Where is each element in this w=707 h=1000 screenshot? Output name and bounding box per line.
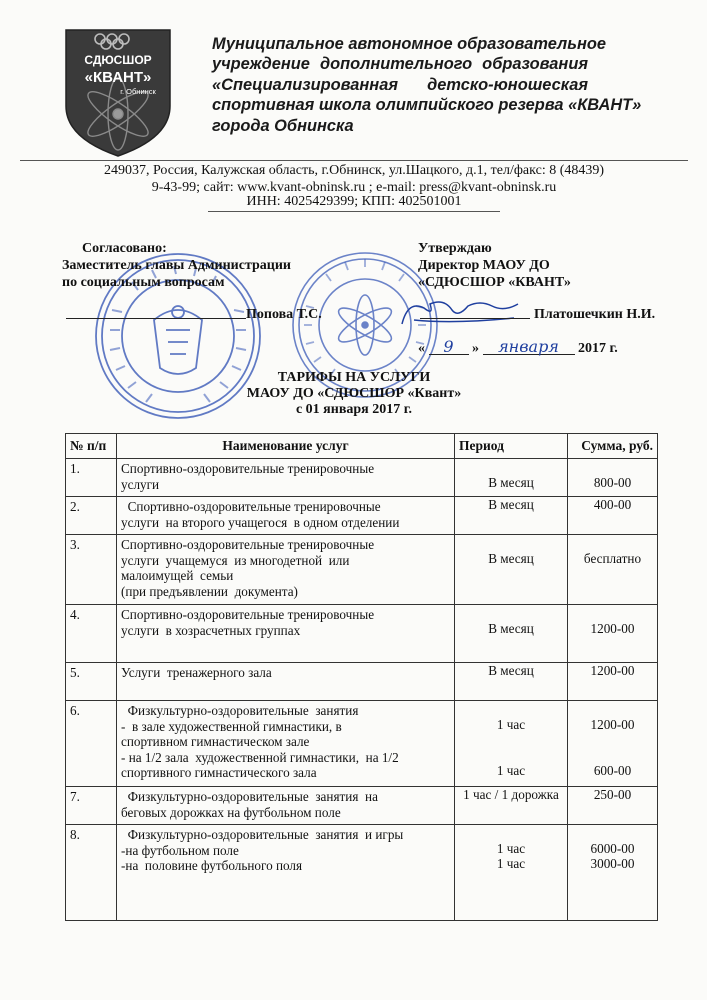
approve-position: Директор МАОУ ДО <box>418 258 550 273</box>
service-sum <box>568 663 658 701</box>
header-sum: Сумма, руб. <box>568 434 658 459</box>
service-name-line: Физкультурно-оздоровительные занятия <box>121 703 359 718</box>
table-row <box>66 825 658 921</box>
service-name-line: Спортивно-оздоровительные тренировочные <box>121 499 381 514</box>
service-sum <box>568 825 658 921</box>
title-line-1: ТАРИФЫ НА УСЛУГИ <box>277 370 431 385</box>
service-name-line: Услуги тренажерного зала <box>121 665 272 680</box>
service-name-line: (при предъявлении документа) <box>121 583 298 599</box>
service-name-line: -на футбольном поле <box>121 842 239 858</box>
service-sum <box>568 497 658 535</box>
row-number: 2. <box>66 497 117 535</box>
approve-block <box>418 240 571 291</box>
sum-line: 1200-00 <box>590 620 635 636</box>
contacts-block <box>20 162 688 196</box>
table-header-row <box>66 434 658 459</box>
sum-line: 800-00 <box>593 474 632 490</box>
inn-underline <box>208 211 500 212</box>
service-name-line: беговых дорожках на футбольном поле <box>121 804 341 820</box>
inn-kpp: ИНН: 4025429399; КПП: 402501001 <box>246 194 462 209</box>
period-line <box>459 732 563 748</box>
sum-line: бесплатно <box>583 550 642 566</box>
service-sum <box>568 535 658 605</box>
row-number: 6. <box>66 701 117 787</box>
table-row <box>66 459 658 497</box>
tariffs-table <box>65 433 658 921</box>
period-line: В месяц <box>488 663 534 678</box>
service-sum <box>568 701 658 787</box>
org-line-3: «Специализированная детско-юношеская <box>212 75 588 94</box>
table-row <box>66 701 658 787</box>
date-open-quote: « <box>418 341 425 356</box>
service-name-line: услуги в хозрасчетных группах <box>121 622 301 638</box>
period-line <box>459 459 563 475</box>
period-line: В месяц <box>488 550 534 566</box>
service-name-line: спортивного гимнастического зала <box>121 765 317 781</box>
seal-atom-icon <box>335 295 396 355</box>
period-line: 1 час <box>496 763 526 779</box>
org-line-4: спортивная школа олимпийского резерва «КВАНТ» <box>212 96 642 115</box>
period-line <box>459 701 563 717</box>
sum-line: 400-00 <box>593 497 632 512</box>
date-close-quote: » <box>472 341 479 356</box>
agreed-heading: Согласовано: <box>82 241 167 256</box>
sum-line <box>572 605 653 621</box>
agreed-signer: Попова Т.С. <box>246 307 322 322</box>
date-day: 9 <box>429 339 469 355</box>
sum-line <box>572 701 653 717</box>
logo-line1: СДЮСШОР <box>84 53 152 67</box>
header-divider <box>20 160 688 161</box>
approval-date <box>418 339 618 357</box>
period-line: В месяц <box>488 620 534 636</box>
table-row <box>66 787 658 825</box>
org-line-2: учреждение дополнительного образования <box>212 55 588 74</box>
sum-line <box>572 535 653 551</box>
service-name-line: Физкультурно-оздоровительные занятия на <box>121 789 378 804</box>
row-number: 3. <box>66 535 117 605</box>
service-name <box>117 787 455 825</box>
organization-name <box>212 34 642 136</box>
sum-line <box>572 732 653 748</box>
sum-line <box>572 748 653 764</box>
service-period <box>455 497 568 535</box>
table-row <box>66 663 658 701</box>
service-name-line: услуги на второго учащегося в одном отделении <box>121 514 400 530</box>
service-name-line: -на половине футбольного поля <box>121 858 303 874</box>
service-period <box>455 787 568 825</box>
logo-line2: «КВАНТ» <box>84 69 152 86</box>
sum-line: 600-00 <box>593 763 632 779</box>
period-line <box>459 535 563 551</box>
service-name-line: Спортивно-оздоровительные тренировочные <box>121 461 375 476</box>
service-name-line: - в зале художественной гимнастики, в <box>121 718 342 734</box>
sum-line <box>572 459 653 475</box>
approve-signature-line <box>420 318 530 319</box>
period-line <box>459 825 563 841</box>
sum-line: 3000-00 <box>590 856 635 872</box>
approve-signer: Платошечкин Н.И. <box>534 307 656 322</box>
contacts-line-2: 9-43-99; сайт: www.kvant-obninsk.ru ; e-mail: press@kvant-obninsk.ru <box>151 180 557 195</box>
service-name-line: спортивном гимнастическом зале <box>121 734 310 750</box>
period-line: 1 час <box>496 840 526 856</box>
agreed-signature-line <box>66 318 246 319</box>
org-line-5: города Обнинска <box>212 116 354 135</box>
service-name-line: малоимущей семьи <box>121 568 234 584</box>
sum-line: 1200-00 <box>590 716 635 732</box>
service-name-line: услуги <box>121 476 160 492</box>
service-period <box>455 701 568 787</box>
service-name <box>117 701 455 787</box>
title-line-3: с 01 января 2017 г. <box>295 402 413 417</box>
table-body <box>66 459 658 921</box>
service-name <box>117 497 455 535</box>
agreed-position: Заместитель главы Администрации <box>62 258 291 273</box>
table-row <box>66 605 658 663</box>
service-period <box>455 825 568 921</box>
row-number: 4. <box>66 605 117 663</box>
period-line <box>459 748 563 764</box>
table-row <box>66 535 658 605</box>
contacts-line-1: 249037, Россия, Калужская область, г.Обнинск, ул.Шацкого, д.1, тел/факс: 8 (48439) <box>103 163 605 178</box>
period-line: В месяц <box>488 497 534 512</box>
service-sum <box>568 605 658 663</box>
approve-organization: «СДЮСШОР «КВАНТ» <box>418 275 571 290</box>
document-title <box>120 370 588 418</box>
sum-line: 250-00 <box>593 787 632 802</box>
table-row <box>66 497 658 535</box>
title-line-2: МАОУ ДО «СДЮСШОР «Квант» <box>246 386 462 401</box>
sum-line: 6000-00 <box>590 840 635 856</box>
period-line: 1 час <box>496 856 526 872</box>
row-number: 5. <box>66 663 117 701</box>
service-name <box>117 605 455 663</box>
period-line <box>459 605 563 621</box>
service-period <box>455 459 568 497</box>
date-month: января <box>483 339 575 355</box>
service-name-line: Физкультурно-оздоровительные занятия и игры <box>121 827 404 842</box>
approve-heading: Утверждаю <box>418 241 492 256</box>
logo-line3: г. Обнинск <box>120 87 156 96</box>
service-name-line: - на 1/2 зала художественной гимнастики, на 1/2 <box>121 749 399 765</box>
service-sum <box>568 459 658 497</box>
agreed-block <box>62 240 291 291</box>
row-number: 7. <box>66 787 117 825</box>
director-signature <box>394 294 524 334</box>
service-name-line: Спортивно-оздоровительные тренировочные <box>121 537 375 552</box>
service-name <box>117 535 455 605</box>
row-number: 1. <box>66 459 117 497</box>
header-period: Период <box>455 434 568 459</box>
service-period <box>455 663 568 701</box>
service-period <box>455 605 568 663</box>
agreed-position-2: по социальным вопросам <box>62 275 225 290</box>
sum-line <box>572 825 653 841</box>
date-year: 2017 г. <box>578 341 618 356</box>
service-sum <box>568 787 658 825</box>
service-name <box>117 459 455 497</box>
service-period <box>455 535 568 605</box>
service-name-line: услуги учащемуся из многодетной или <box>121 552 350 568</box>
sum-line: 1200-00 <box>590 663 635 678</box>
service-name <box>117 663 455 701</box>
period-line: В месяц <box>488 474 534 490</box>
service-name-line: Спортивно-оздоровительные тренировочные <box>121 607 375 622</box>
school-logo <box>62 22 174 160</box>
header-name: Наименование услуг <box>117 434 455 459</box>
header-num: № п/п <box>66 434 117 459</box>
period-line: 1 час / 1 дорожка <box>463 787 559 802</box>
org-line-1: Муниципальное автономное образовательное <box>212 35 606 53</box>
service-name <box>117 825 455 921</box>
row-number: 8. <box>66 825 117 921</box>
period-line: 1 час <box>496 716 526 732</box>
